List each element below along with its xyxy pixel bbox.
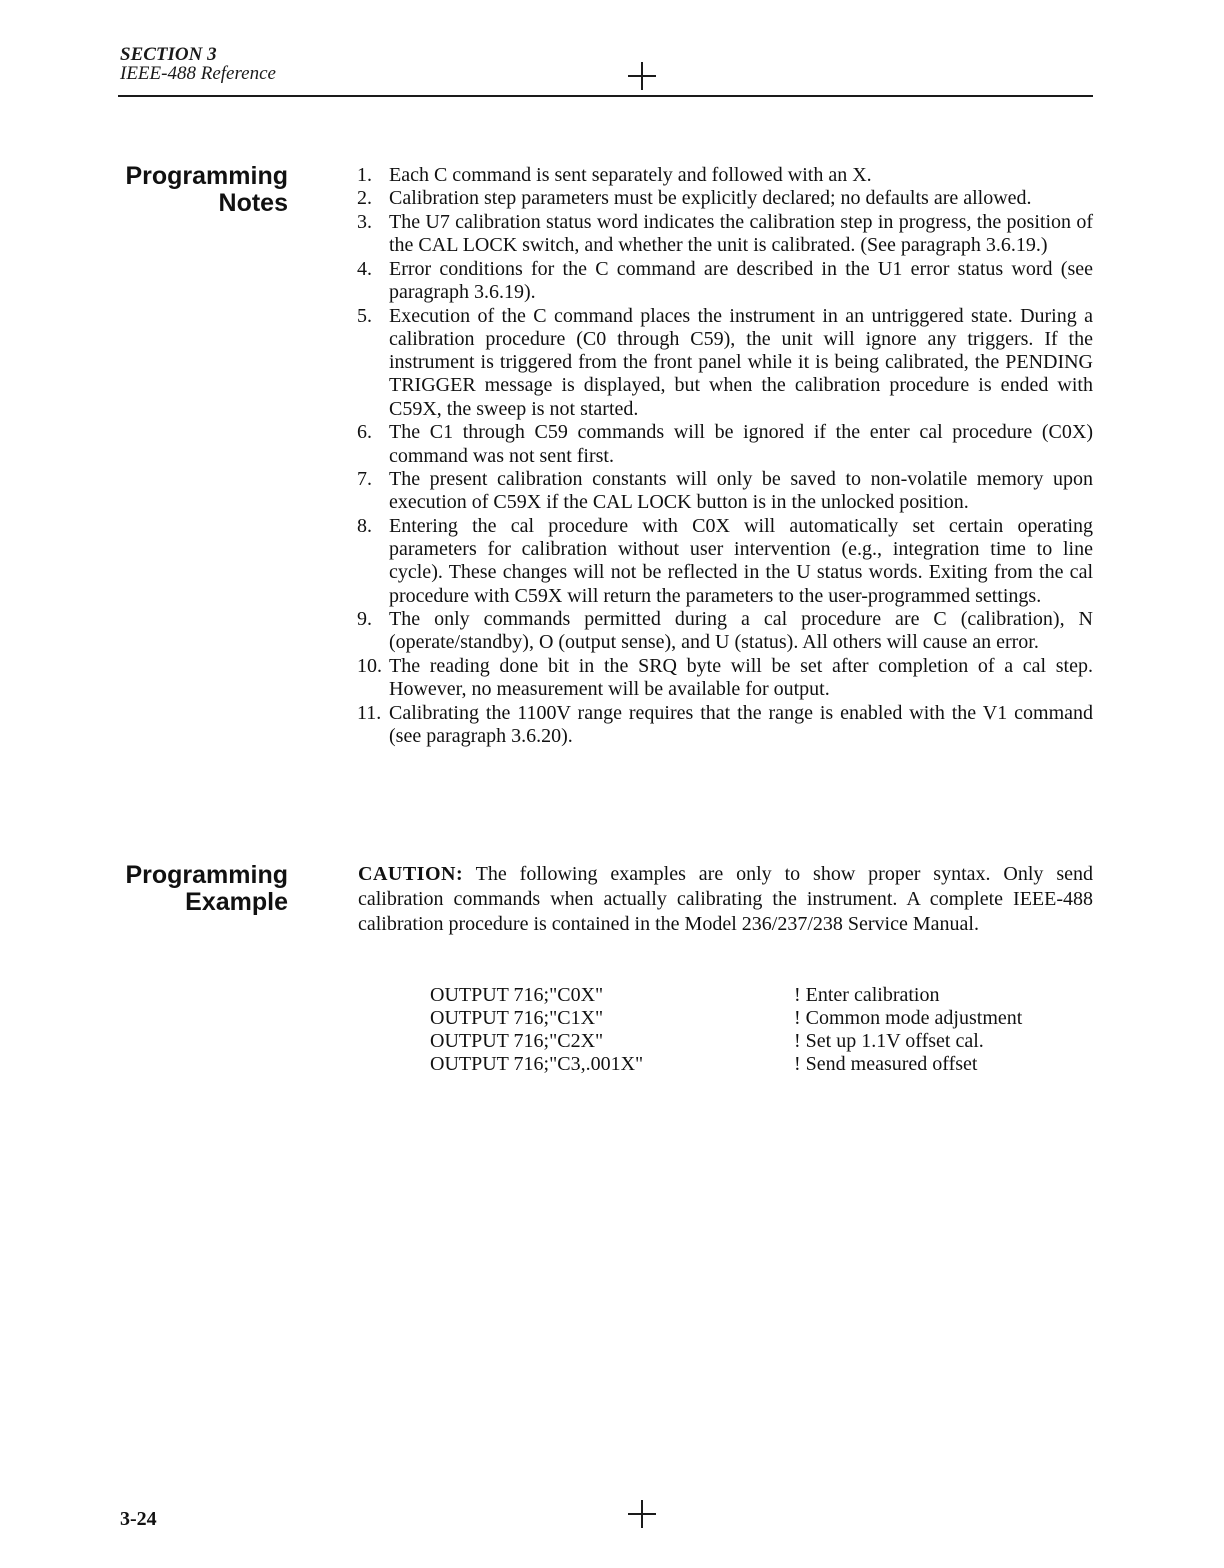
programming-example-heading	[60, 862, 288, 916]
registration-mark-icon	[628, 1500, 656, 1528]
page-number: 3-24	[120, 1508, 157, 1530]
section-label: SECTION 3	[120, 44, 217, 65]
list-item	[357, 305, 1093, 421]
code-command: OUTPUT 716;"C1X"	[430, 1007, 604, 1029]
list-item	[357, 187, 1093, 210]
list-item	[357, 702, 1093, 749]
item-text: Calibration step parameters must be explicitly declared; no defaults are allowed.	[389, 187, 1032, 210]
code-comment: ! Set up 1.1V offset cal.	[794, 1030, 984, 1052]
item-text: Error conditions for the C command are described in the U1 error status word (see paragraph 3.6.19).	[389, 257, 1093, 304]
item-number: 1.	[357, 164, 372, 186]
code-comment: ! Common mode adjustment	[794, 1007, 1023, 1029]
item-text: The reading done bit in the SRQ byte will be set after completion of a cal step. However, no measurement will be available for output.	[389, 654, 1093, 701]
list-item	[357, 515, 1093, 608]
heading-line: Notes	[218, 189, 288, 217]
section-title: IEEE-488 Reference	[120, 63, 276, 84]
programming-notes-heading	[60, 163, 288, 217]
item-text: Calibrating the 1100V range requires that the range is enabled with the V1 command (see paragraph 3.6.20).	[389, 701, 1093, 747]
list-item	[357, 258, 1093, 305]
item-number: 3.	[357, 210, 372, 233]
caution-paragraph	[358, 862, 1093, 937]
item-number: 7.	[357, 467, 372, 490]
code-command: OUTPUT 716;"C2X"	[430, 1030, 604, 1052]
code-comment: ! Enter calibration	[794, 984, 940, 1006]
item-text: The C1 through C59 commands will be ignored if the enter cal procedure (C0X) command was not sent first.	[389, 421, 1093, 467]
code-line	[430, 1007, 1093, 1030]
heading-line: Programming	[125, 162, 288, 190]
item-number: 2.	[357, 187, 372, 210]
item-text: The U7 calibration status word indicates the calibration step in progress, the position of the CAL LOCK switch, and whether the unit is calibrated. (See paragraph 3.6.19.)	[389, 210, 1093, 257]
code-line	[430, 1053, 1093, 1076]
heading-line: Programming	[125, 861, 288, 889]
registration-mark-icon	[628, 62, 656, 90]
item-number: 10.	[357, 654, 382, 677]
code-line	[430, 984, 1093, 1007]
header-rule	[118, 95, 1093, 97]
list-item	[357, 655, 1093, 702]
item-text: The present calibration constants will only be saved to non-volatile memory upon execution of C59X if the CAL LOCK button is in the unlocked position.	[389, 467, 1093, 514]
list-item	[357, 608, 1093, 655]
item-number: 4.	[357, 257, 372, 280]
item-text: The only commands permitted during a cal procedure are C (calibration), N (operate/standby), O (output sense), and U (status). All others will cause an error.	[389, 608, 1093, 654]
item-number: 8.	[357, 514, 372, 537]
caution-text: The following examples are only to show proper syntax. Only send calibration commands when actually calibrating the instrument. A complete IEEE-488 calibration procedure is contained in the Model 236/237/238 Service Manual.	[358, 863, 1093, 935]
code-example	[430, 984, 1093, 1076]
item-text: Each C command is sent separately and followed with an X.	[389, 164, 872, 186]
item-text: Execution of the C command places the instrument in an untriggered state. During a calibration procedure (C0 through C59), the unit will ignore any triggers. If the instrument is triggered from the front panel while it is being calibrated, the PENDING TRIGGER message is displayed, but when the calibration procedure is ended with C59X, the sweep is not started.	[389, 304, 1093, 420]
code-command: OUTPUT 716;"C0X"	[430, 984, 604, 1006]
caution-label: CAUTION:	[358, 863, 464, 885]
item-number: 11.	[357, 701, 382, 724]
list-item	[357, 164, 1093, 187]
item-number: 9.	[357, 608, 372, 631]
code-comment: ! Send measured offset	[794, 1053, 978, 1075]
list-item	[357, 211, 1093, 258]
item-number: 6.	[357, 421, 372, 444]
programming-notes-list	[357, 164, 1093, 748]
list-item	[357, 421, 1093, 468]
list-item	[357, 468, 1093, 515]
item-text: Entering the cal procedure with C0X will automatically set certain operating parameters for calibration without user intervention (e.g., integration time to line cycle). These changes will not be reflected in the U status words. Exiting from the cal procedure with C59X will return the parameters to the user-programmed settings.	[389, 514, 1093, 607]
code-line	[430, 1030, 1093, 1053]
item-number: 5.	[357, 304, 372, 327]
heading-line: Example	[185, 888, 288, 916]
code-command: OUTPUT 716;"C3,.001X"	[430, 1053, 644, 1075]
